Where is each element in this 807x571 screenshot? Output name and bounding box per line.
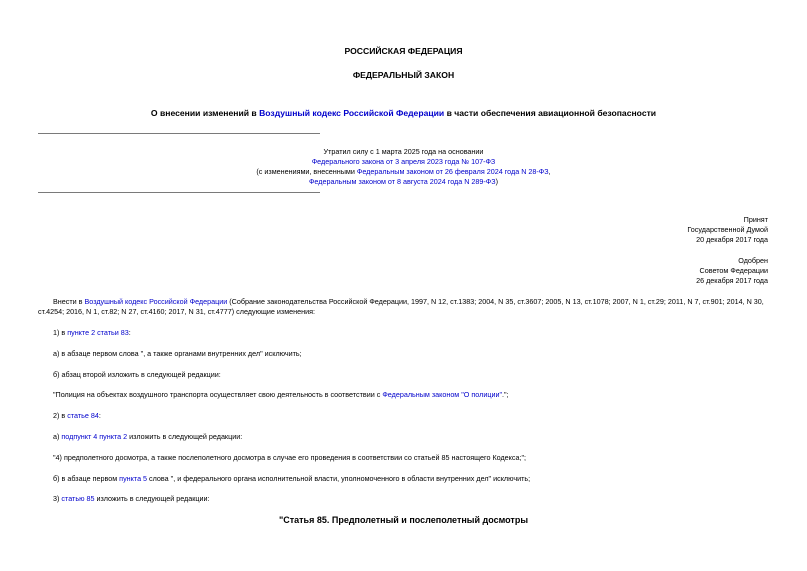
- accepted-label: Принят: [743, 215, 768, 224]
- item-2-pre: 2) в: [53, 411, 68, 420]
- validity-line-3-pre: (с изменениями, внесенными: [256, 167, 357, 176]
- item-2-post: :: [98, 411, 101, 420]
- amendment-law-1-link[interactable]: Федеральным законом от 26 февраля 2024 года N 28-ФЗ: [356, 167, 549, 176]
- validity-line-1: Утратил силу с 1 марта 2025 года на основании: [323, 147, 484, 156]
- country-heading: РОССИЙСКАЯ ФЕДЕРАЦИЯ: [344, 46, 463, 56]
- law-title-pre: О внесении изменений в: [150, 108, 260, 118]
- paragraph-5-link[interactable]: пункта 5: [119, 474, 148, 483]
- validity-line-4: [0, 177, 807, 186]
- item-1: [53, 328, 131, 337]
- amendment-law-2-link[interactable]: Федеральным законом от 8 августа 2024 года N 289-ФЗ: [308, 177, 496, 186]
- intro-post: (Собрание законодательства Российской Федерации, 1997, N 12, ст.1383; 2004, N 35, ст.3607; 2005, N 13, ст.1078; 2007, N 1, ст.29; 2011, N 7, ст.901; 2014, N 30,: [227, 297, 764, 306]
- subparagraph-4-link[interactable]: подпункт 4 пункта 2: [61, 432, 128, 441]
- law-title-post: в части обеспечения авиационной безопасности: [444, 108, 657, 118]
- intro-air-code-link[interactable]: Воздушный кодекс Российской Федерации: [84, 297, 228, 306]
- approved-date: 26 декабря 2017 года: [696, 276, 768, 285]
- item-2b-pre: б) в абзаце первом: [53, 474, 120, 483]
- approved-by: Советом Федерации: [699, 266, 768, 275]
- article-85-heading: "Статья 85. Предполетный и послеполетный досмотры: [278, 515, 529, 525]
- article-85-link[interactable]: статью 85: [61, 494, 95, 503]
- item-2b-post: слова ", и федерального органа исполнительной власти, уполномоченного в области внутренних дел" исключить;: [147, 474, 531, 483]
- article-84-link[interactable]: статье 84: [67, 411, 99, 420]
- item-2a-pre: а): [53, 432, 62, 441]
- item-3: [53, 494, 210, 503]
- top-divider: [38, 133, 320, 134]
- item-1-pre: 1) в: [53, 328, 68, 337]
- approved-label: Одобрен: [738, 256, 768, 265]
- police-law-link[interactable]: Федеральным законом "О полиции": [382, 390, 503, 399]
- item-2b: [53, 474, 530, 483]
- item-2a: [53, 432, 242, 441]
- validity-line-3: [0, 167, 807, 176]
- article-83-link[interactable]: пункте 2 статьи 83: [67, 328, 129, 337]
- validity-line-2: [0, 157, 807, 166]
- item-2: [53, 411, 101, 420]
- item-1a: а) в абзаце первом слова ", а также органами внутренних дел" исключить;: [53, 349, 302, 358]
- accepted-by: Государственной Думой: [687, 225, 768, 234]
- intro-pre: Внести в: [53, 297, 85, 306]
- item-1b: б) абзац второй изложить в следующей редакции:: [53, 370, 221, 379]
- validity-line-3-post: ,: [548, 167, 551, 176]
- item-3-pre: 3): [53, 494, 62, 503]
- intro-paragraph: [53, 297, 764, 306]
- accepted-date: 20 декабря 2017 года: [696, 235, 768, 244]
- item-1-post: :: [128, 328, 131, 337]
- item-2a-post: изложить в следующей редакции:: [127, 432, 243, 441]
- doc-type-heading: ФЕДЕРАЛЬНЫЙ ЗАКОН: [352, 70, 455, 80]
- item-3-post: изложить в следующей редакции:: [94, 494, 210, 503]
- item-1b-quote: [53, 390, 509, 399]
- repeal-law-link[interactable]: Федерального закона от 3 апреля 2023 года № 107-ФЗ: [311, 157, 496, 166]
- item-1b-quote-post: .";: [502, 390, 509, 399]
- item-2a-quote: "4) предполетного досмотра, а также послеполетного досмотра в случае его проведения в соответствии со статьей 85 настоящего Кодекса;";: [53, 453, 527, 462]
- item-1b-quote-pre: "Полиция на объектах воздушного транспорта осуществляет свою деятельность в соответствии с: [53, 390, 383, 399]
- validity-line-4-post: ): [495, 177, 499, 186]
- intro-paragraph-line-2: ст.4254; 2016, N 1, ст.82; N 27, ст.4160; 2017, N 31, ст.4777) следующие изменения:: [38, 307, 315, 316]
- law-title: [0, 108, 807, 119]
- air-code-link[interactable]: Воздушный кодекс Российской Федерации: [259, 108, 445, 118]
- bottom-divider: [38, 192, 320, 193]
